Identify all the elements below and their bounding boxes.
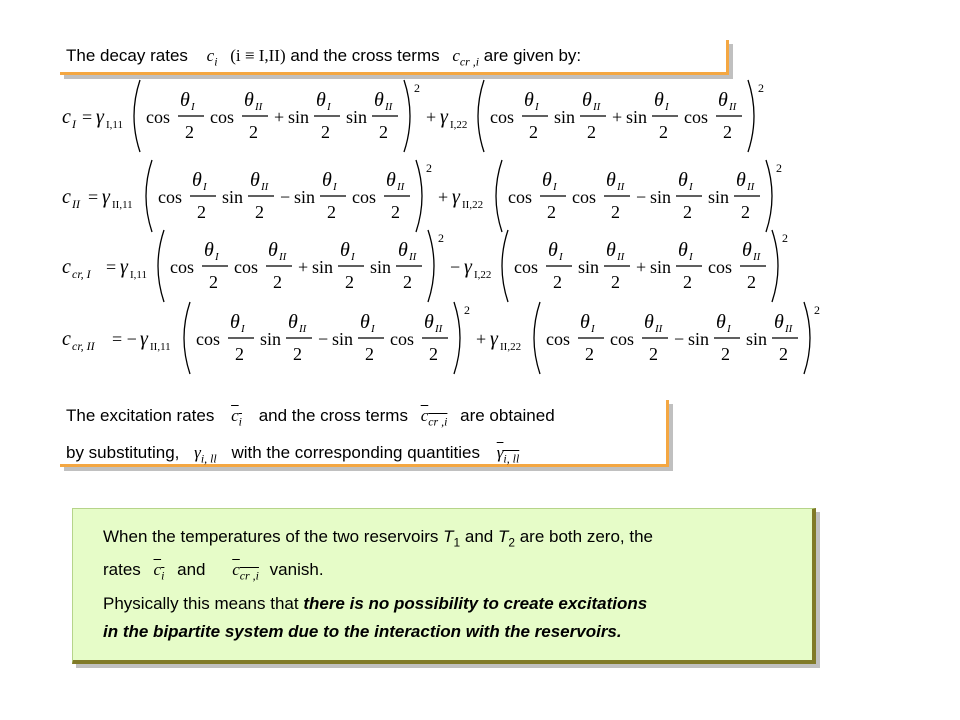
symbol-T1-sub: 1 [453, 535, 461, 550]
lhs-symbol: c [62, 106, 71, 128]
trig-function: sin [332, 329, 354, 349]
note-text: Physically this means that [103, 593, 304, 613]
equation-svg [62, 226, 788, 306]
fraction-denominator: 2 [391, 202, 400, 222]
symbol-T2-sub: 2 [508, 535, 515, 550]
exponent: 2 [758, 81, 764, 95]
fraction-denominator: 2 [585, 344, 594, 364]
theta-symbol: θ [742, 239, 752, 261]
fraction-denominator: 2 [747, 272, 756, 292]
theta-symbol: θ [716, 311, 726, 333]
gamma-symbol: γ [452, 186, 460, 208]
open-paren [478, 80, 484, 152]
trig-function: sin [288, 107, 310, 127]
operator: − [280, 187, 291, 207]
theta-symbol: θ [582, 89, 592, 111]
symbol-T2: T [497, 527, 509, 546]
fraction-denominator: 2 [721, 344, 730, 364]
theta-symbol: θ [288, 311, 298, 333]
trig-function: cos [708, 257, 732, 277]
close-paren [804, 302, 810, 374]
gamma-symbol: γ [490, 328, 498, 350]
trig-function: sin [650, 257, 672, 277]
open-paren [134, 80, 140, 152]
operator: − [318, 329, 329, 349]
trig-function: sin [294, 187, 316, 207]
theta-subscript: II [593, 101, 601, 113]
theta-subscript: I [327, 101, 331, 113]
theta-symbol: θ [542, 169, 552, 191]
exponent: 2 [782, 231, 788, 245]
fraction-denominator: 2 [185, 122, 194, 142]
close-paren [766, 160, 772, 232]
operator: + [274, 107, 285, 127]
trig-function: cos [210, 107, 234, 127]
trig-function: cos [146, 107, 170, 127]
gamma-subscript: II,11 [112, 199, 133, 211]
trig-function: cos [234, 257, 258, 277]
theta-symbol: θ [654, 89, 664, 111]
symbol-T1: T [443, 527, 454, 546]
theta-symbol: θ [386, 169, 396, 191]
theta-symbol: θ [360, 311, 370, 333]
theta-subscript: I [203, 181, 207, 193]
note-line-3 [103, 590, 792, 618]
exponent: 2 [438, 231, 444, 245]
gamma-subscript: II,22 [462, 199, 484, 211]
fraction-denominator: 2 [249, 122, 258, 142]
trig-function: sin [370, 257, 392, 277]
excitation-box [60, 400, 669, 467]
theta-subscript: I [591, 323, 595, 335]
symbol-ci: $c_i$ [206, 46, 218, 69]
open-paren [158, 230, 164, 302]
fraction-denominator: 2 [273, 272, 282, 292]
excitation-line-1 [66, 400, 666, 437]
gamma-subscript: II,11 [150, 341, 171, 353]
trig-function: cos [684, 107, 708, 127]
gamma-symbol: γ [102, 186, 110, 208]
excitation-line-2 [66, 437, 666, 474]
close-paren [748, 80, 754, 152]
equals-sign: = − [112, 329, 137, 349]
lhs-subscript: cr, I [72, 267, 91, 281]
gamma-subscript: I,11 [130, 269, 148, 281]
trig-function: sin [260, 329, 282, 349]
equals-sign: = [106, 257, 117, 277]
fraction-denominator: 2 [365, 344, 374, 364]
theta-symbol: θ [374, 89, 384, 111]
fraction-denominator: 2 [741, 202, 750, 222]
excitation-text-e: with the corresponding quantities [231, 443, 480, 463]
theta-subscript: I [351, 251, 355, 263]
theta-subscript: II [385, 101, 393, 113]
fraction-denominator: 2 [429, 344, 438, 364]
theta-subscript: I [559, 251, 563, 263]
gamma-symbol: γ [120, 256, 128, 278]
symbol-ccr: $c_{cr ,i}$ [452, 46, 480, 69]
gamma-subscript: I,22 [450, 119, 468, 131]
trig-function: cos [546, 329, 570, 349]
theta-subscript: II [617, 251, 625, 263]
equation-svg [62, 298, 820, 378]
lhs-symbol: c [62, 256, 71, 278]
open-paren [534, 302, 540, 374]
theta-subscript: II [655, 323, 663, 335]
trig-function: sin [626, 107, 648, 127]
equals-sign: = [82, 107, 93, 127]
gamma-subscript: II,22 [500, 341, 522, 353]
theta-subscript: I [371, 323, 375, 335]
theta-subscript: II [617, 181, 625, 193]
operator: + [426, 107, 437, 127]
intro-text-mid: and the cross terms [290, 46, 440, 65]
theta-symbol: θ [606, 169, 616, 191]
trig-function: cos [610, 329, 634, 349]
open-paren [146, 160, 152, 232]
exponent: 2 [414, 81, 420, 95]
theta-subscript: I [689, 181, 693, 193]
trig-function: cos [196, 329, 220, 349]
lhs-symbol: c [62, 328, 71, 350]
symbol-ci-bar: $c_i$ [153, 560, 165, 583]
intro-text-after: are given by: [483, 46, 582, 65]
equals-sign: = [88, 187, 99, 207]
trig-function: sin [578, 257, 600, 277]
operator: − [450, 257, 461, 277]
fraction-denominator: 2 [209, 272, 218, 292]
exponent: 2 [426, 161, 432, 175]
excitation-text-d: by substituting, [66, 443, 180, 463]
gamma-symbol: γ [440, 106, 448, 128]
note-text: and [177, 560, 206, 580]
symbol-gamma: $\gamma_{i, ll}$ [194, 443, 217, 466]
theta-subscript: II [397, 181, 405, 193]
close-paren [404, 80, 410, 152]
operator: − [636, 187, 647, 207]
lhs-subscript: cr, II [72, 339, 95, 353]
theta-symbol: θ [580, 311, 590, 333]
trig-function: sin [346, 107, 368, 127]
theta-symbol: θ [180, 89, 190, 111]
lhs-subscript: I [72, 117, 76, 131]
fraction-denominator: 2 [293, 344, 302, 364]
theta-symbol: θ [268, 239, 278, 261]
lhs-subscript: II [72, 197, 80, 211]
fraction-denominator: 2 [321, 122, 330, 142]
theta-symbol: θ [424, 311, 434, 333]
theta-subscript: I [215, 251, 219, 263]
fraction-denominator: 2 [611, 202, 620, 222]
intro-box [60, 40, 729, 75]
theta-subscript: II [261, 181, 269, 193]
fraction-denominator: 2 [659, 122, 668, 142]
theta-subscript: II [747, 181, 755, 193]
close-paren [772, 230, 778, 302]
trig-function: cos [390, 329, 414, 349]
theta-symbol: θ [548, 239, 558, 261]
fraction-denominator: 2 [345, 272, 354, 292]
trig-function: cos [170, 257, 194, 277]
exponent: 2 [814, 303, 820, 317]
excitation-text-c: are obtained [460, 406, 555, 425]
theta-subscript: I [665, 101, 669, 113]
theta-subscript: II [279, 251, 287, 263]
operator: + [438, 187, 449, 207]
theta-symbol: θ [678, 169, 688, 191]
gamma-symbol: γ [464, 256, 472, 278]
fraction-denominator: 2 [529, 122, 538, 142]
symbol-ci-bar: $c_i$ [231, 406, 242, 429]
theta-subscript: II [255, 101, 263, 113]
operator: + [298, 257, 309, 277]
theta-subscript: I [191, 101, 195, 113]
theta-symbol: θ [606, 239, 616, 261]
fraction-denominator: 2 [379, 122, 388, 142]
excitation-text-b: and the cross terms [258, 406, 408, 425]
operator: + [476, 329, 487, 349]
theta-subscript: II [729, 101, 737, 113]
trig-function: cos [514, 257, 538, 277]
operator: − [674, 329, 685, 349]
fraction-denominator: 2 [779, 344, 788, 364]
trig-function: sin [222, 187, 244, 207]
theta-subscript: I [241, 323, 245, 335]
theta-symbol: θ [250, 169, 260, 191]
trig-function: sin [688, 329, 710, 349]
theta-subscript: I [553, 181, 557, 193]
symbol-gamma-bar: $\gamma_{i, ll}$ [496, 443, 520, 466]
fraction-denominator: 2 [553, 272, 562, 292]
theta-symbol: θ [322, 169, 332, 191]
gamma-symbol: γ [140, 328, 148, 350]
equation-svg [62, 76, 764, 156]
trig-function: cos [352, 187, 376, 207]
close-paren [454, 302, 460, 374]
theta-symbol: θ [204, 239, 214, 261]
fraction-denominator: 2 [611, 272, 620, 292]
theta-subscript: II [435, 323, 443, 335]
note-emphasis: there is no possibility to create excitations [303, 593, 648, 613]
trig-function: sin [554, 107, 576, 127]
fraction-denominator: 2 [587, 122, 596, 142]
theta-subscript: II [785, 323, 793, 335]
close-paren [428, 230, 434, 302]
theta-symbol: θ [340, 239, 350, 261]
theta-symbol: θ [644, 311, 654, 333]
note-line-1 [103, 523, 792, 556]
theta-symbol: θ [678, 239, 688, 261]
lhs-symbol: c [62, 186, 71, 208]
theta-symbol: θ [230, 311, 240, 333]
theta-subscript: I [333, 181, 337, 193]
intro-text-before: The decay rates [66, 46, 188, 65]
open-paren [184, 302, 190, 374]
operator: + [612, 107, 623, 127]
trig-function: cos [508, 187, 532, 207]
fraction-denominator: 2 [547, 202, 556, 222]
exponent: 2 [464, 303, 470, 317]
trig-function: sin [312, 257, 334, 277]
open-paren [502, 230, 508, 302]
trig-function: cos [572, 187, 596, 207]
note-text: When the temperatures of the two reservoirs [103, 527, 444, 546]
theta-symbol: θ [316, 89, 326, 111]
exponent: 2 [776, 161, 782, 175]
note-text: and [460, 527, 498, 546]
gamma-symbol: γ [96, 106, 104, 128]
fraction-denominator: 2 [197, 202, 206, 222]
equation-c-I [62, 76, 764, 161]
note-line-2 [103, 556, 792, 589]
note-line-4: in the bipartite system due to the interaction with the reservoirs. [103, 621, 622, 641]
equation-c-cr-II [62, 298, 820, 383]
theta-symbol: θ [736, 169, 746, 191]
note-text: rates [103, 560, 141, 580]
fraction-denominator: 2 [235, 344, 244, 364]
note-text: are both zero, the [515, 527, 653, 546]
operator: + [636, 257, 647, 277]
fraction-denominator: 2 [683, 272, 692, 292]
theta-symbol: θ [244, 89, 254, 111]
symbol-ccr-bar: $c_{cr ,i}$ [232, 560, 259, 583]
fraction-denominator: 2 [255, 202, 264, 222]
theta-subscript: I [727, 323, 731, 335]
fraction-denominator: 2 [649, 344, 658, 364]
open-paren [496, 160, 502, 232]
theta-subscript: II [409, 251, 417, 263]
theta-symbol: θ [774, 311, 784, 333]
gamma-subscript: I,22 [474, 269, 492, 281]
theta-symbol: θ [524, 89, 534, 111]
fraction-denominator: 2 [723, 122, 732, 142]
theta-symbol: θ [718, 89, 728, 111]
index-range: (i ≡ I,II) [230, 46, 286, 65]
theta-subscript: I [689, 251, 693, 263]
trig-function: sin [650, 187, 672, 207]
fraction-denominator: 2 [683, 202, 692, 222]
theta-subscript: II [299, 323, 307, 335]
theta-subscript: II [753, 251, 761, 263]
fraction-denominator: 2 [327, 202, 336, 222]
trig-function: sin [708, 187, 730, 207]
close-paren [416, 160, 422, 232]
excitation-text-a: The excitation rates [66, 406, 215, 425]
note-box [72, 508, 816, 664]
theta-subscript: I [535, 101, 539, 113]
equation-svg [62, 156, 782, 236]
gamma-subscript: I,11 [106, 119, 124, 131]
theta-symbol: θ [398, 239, 408, 261]
trig-function: cos [490, 107, 514, 127]
fraction-denominator: 2 [403, 272, 412, 292]
symbol-ccr-bar: $c_{cr ,i}$ [420, 406, 448, 429]
trig-function: sin [746, 329, 768, 349]
note-text: vanish. [269, 560, 324, 580]
trig-function: cos [158, 187, 182, 207]
theta-symbol: θ [192, 169, 202, 191]
